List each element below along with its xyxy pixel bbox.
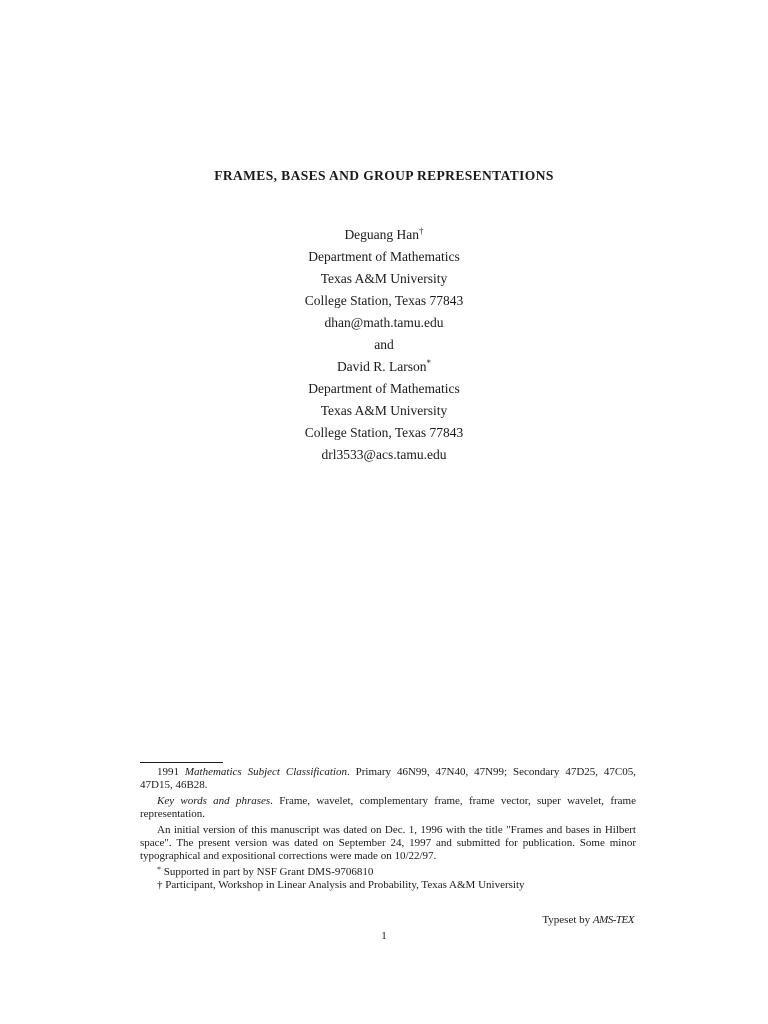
support-text: Supported in part by NSF Grant DMS-9706810 (163, 866, 374, 878)
author2-name-line (0, 356, 768, 378)
author2-university: Texas A&M University (320, 403, 448, 418)
participant-text: Participant, Workshop in Linear Analysis and Probability, Texas A&M University (165, 879, 525, 891)
author1-department: Department of Mathematics (308, 249, 460, 264)
author1-name-line (0, 224, 768, 246)
author2-name: David R. Larson (336, 359, 427, 374)
footnote-keywords (140, 795, 636, 821)
author2-footnote-mark: * (426, 358, 432, 368)
footnote-rule (140, 762, 223, 763)
footnotes-block (140, 766, 636, 892)
author2-location: College Station, Texas 77843 (304, 425, 464, 440)
keywords-label: Key words and phrases (157, 795, 271, 807)
page-number: 1 (381, 930, 387, 942)
footnote-participant (140, 879, 636, 892)
participant-mark: † (157, 879, 163, 891)
keywords-text: . Frame, wavelet, complementary frame, frame vector, super wavelet, frame representation. (140, 795, 636, 820)
author1-email: dhan@math.tamu.edu (324, 315, 444, 330)
support-mark: * (157, 865, 161, 874)
msc-text: . Primary 46N99, 47N40, 47N99; Secondary 47D25, 47C05, 47D15, 46B28. (140, 766, 636, 791)
footnote-version-note: An initial version of this manuscript was dated on Dec. 1, 1996 with the title "Frames and bases in Hilbert space". The present version was dated on September 24, 1997 and submitted for publication. Some minor typographical and expositional corrections were made on 10/22/97. (140, 824, 636, 862)
msc-year: 1991 (157, 766, 179, 778)
footnote-support (140, 866, 636, 879)
footnote-msc (140, 766, 636, 792)
author1-location: College Station, Texas 77843 (304, 293, 464, 308)
msc-label: Mathematics Subject Classification (184, 766, 347, 778)
typeset-prefix: Typeset by (542, 914, 591, 926)
author1-name: Deguang Han (344, 227, 420, 242)
typeset-credit (542, 914, 634, 926)
author2-department: Department of Mathematics (308, 381, 460, 396)
author-block (0, 224, 768, 466)
author1-university: Texas A&M University (320, 271, 448, 286)
author2-email: drl3533@acs.tamu.edu (321, 447, 447, 462)
author-connector: and (374, 337, 394, 352)
amstex-logo: AMS-TEX (592, 914, 634, 926)
paper-title: FRAMES, BASES AND GROUP REPRESENTATIONS (214, 168, 554, 183)
author1-footnote-mark: † (419, 226, 424, 236)
